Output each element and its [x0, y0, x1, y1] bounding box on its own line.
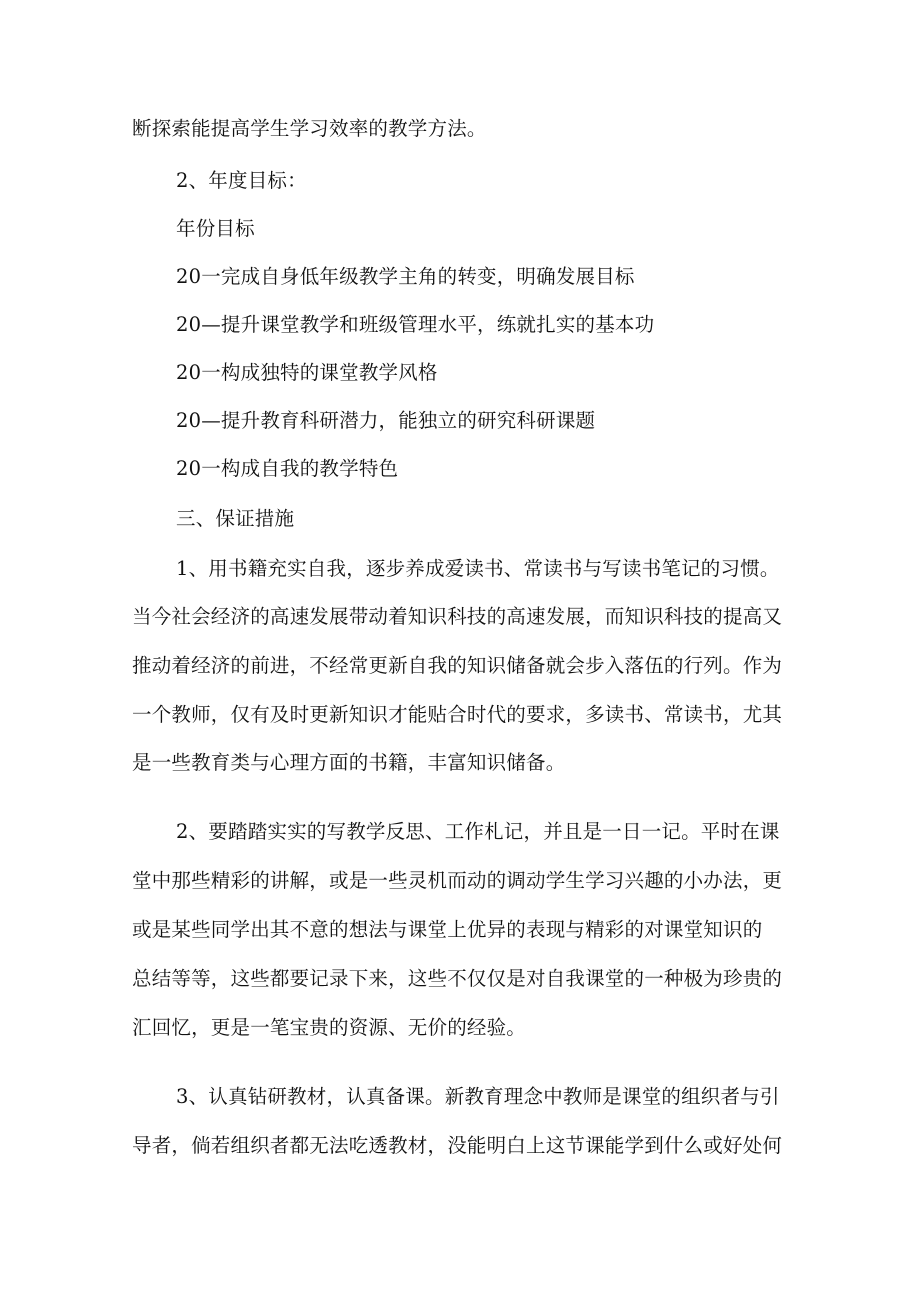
- text-line-5: 20—提升课堂教学和班级管理水平，练就扎实的基本功: [176, 313, 655, 336]
- text-line-3: 年份目标: [176, 217, 255, 240]
- text-line-18: 总结等等，这些都要记录下来，这些不仅仅是对自我课堂的一种极为珍贵的: [132, 967, 783, 990]
- text-line-1: 断探索能提高学生学习效率的教学方法。: [132, 117, 487, 140]
- text-line-6: 20一构成独特的课堂教学风格: [176, 361, 438, 384]
- text-line-10: 1、用书籍充实自我，逐步养成爱读书、常读书与写读书笔记的习惯。: [176, 557, 780, 580]
- text-line-2: 2、年度目标：: [176, 169, 307, 192]
- text-line-11: 当今社会经济的高速发展带动着知识科技的高速发展，而知识科技的提高又: [132, 605, 783, 628]
- text-line-8: 20一构成自我的教学特色: [176, 457, 399, 480]
- text-line-14: 是一些教育类与心理方面的书籍，丰富知识储备。: [132, 751, 566, 774]
- text-line-19: 汇回忆，更是一笔宝贵的资源、无价的经验。: [132, 1016, 527, 1039]
- text-line-13: 一个教师，仅有及时更新知识才能贴合时代的要求，多读书、常读书，尤其: [132, 703, 783, 726]
- section-heading: 三、保证措施: [176, 507, 295, 530]
- text-line-17: 或是某些同学出其不意的想法与课堂上优异的表现与精彩的对课堂知识的: [132, 918, 763, 941]
- text-line-4: 20一完成自身低年级教学主角的转变，明确发展目标: [176, 265, 635, 288]
- text-line-16: 堂中那些精彩的讲解，或是一些灵机而动的调动学生学习兴趣的小办法，更: [132, 869, 783, 892]
- text-line-21: 导者，倘若组织者都无法吃透教材，没能明白上这节课能学到什么或好处何: [132, 1134, 783, 1157]
- text-line-15: 2、要踏踏实实的写教学反思、工作札记，并且是一日一记。平时在课: [176, 820, 780, 843]
- text-line-20: 3、认真钻研教材，认真备课。新教育理念中教师是课堂的组织者与引: [176, 1085, 780, 1108]
- text-line-12: 推动着经济的前进，不经常更新自我的知识储备就会步入落伍的行列。作为: [132, 654, 783, 677]
- text-line-7: 20—提升教育科研潜力，能独立的研究科研课题: [176, 409, 596, 432]
